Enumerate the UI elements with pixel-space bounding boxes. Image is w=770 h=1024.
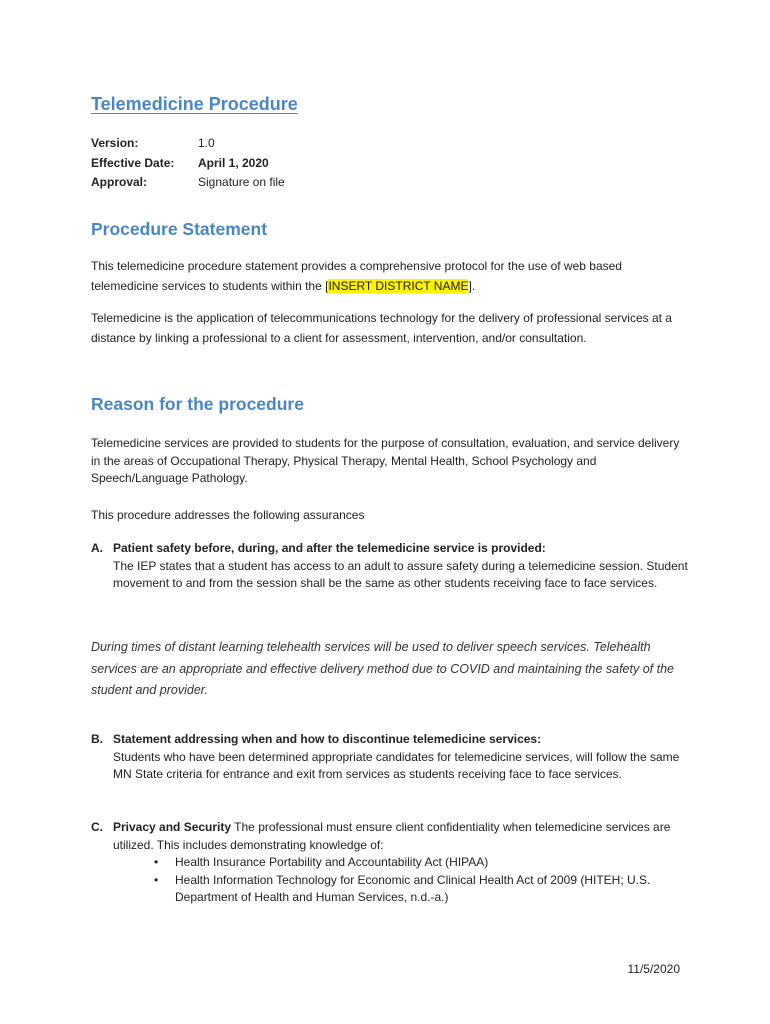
assurance-item-c	[91, 819, 691, 907]
item-marker: C.	[91, 820, 103, 834]
bullet-icon: •	[154, 855, 159, 869]
reason-heading: Reason for the procedure	[91, 394, 304, 414]
reason-paragraph-2: This procedure addresses the following assurances	[91, 508, 365, 522]
covid-telehealth-note: During times of distant learning telehealth services will be used to deliver speech services. Telehealth services are an appropriate and effective delivery method due to COVID and maintaining the safety of the student and provider.	[91, 640, 674, 697]
paragraph-text: ].	[468, 279, 476, 293]
assurance-item-a	[91, 540, 691, 593]
district-name-placeholder: INSERT DISTRICT NAME	[328, 279, 469, 293]
meta-key: Version:	[91, 136, 139, 150]
item-body: The professional must ensure client confidentiality when telemedicine services are utilized. This includes demonstrating knowledge of:	[113, 820, 671, 852]
meta-effective-date	[91, 154, 285, 174]
meta-key: Approval:	[91, 175, 148, 189]
list-item	[113, 872, 691, 907]
meta-value: April 1, 2020	[198, 155, 269, 170]
document-title: Telemedicine Procedure	[91, 94, 298, 114]
list-item-text: Health Information Technology for Economic and Clinical Health Act of 2009 (HITEH; U.S. Department of Health and Human Services, n.d.-a.)	[175, 872, 651, 904]
item-text	[113, 819, 691, 854]
item-body: Students who have been determined appropriate candidates for telemedicine services, will follow the same MN State criteria for entrance and exit from services as students receiving face to face services.	[113, 749, 680, 781]
list-item-text: Health Insurance Portability and Accountability Act (HIPAA)	[175, 855, 489, 869]
item-body: The IEP states that a student has access to an adult to assure safety during a telemedicine session. Student movement to and from the session shall be the same as other students receiving face to face services.	[113, 558, 688, 590]
list-item	[113, 854, 691, 872]
paragraph-text: This telemedicine procedure statement provides a comprehensive protocol for the use of web based telemedicine services to students within the [	[91, 259, 622, 293]
assurance-item-b	[91, 731, 691, 784]
bullet-icon: •	[154, 872, 159, 887]
procedure-statement-heading: Procedure Statement	[91, 219, 268, 239]
footer-date: 11/5/2020	[627, 962, 680, 976]
item-marker: B.	[91, 732, 103, 746]
procedure-statement-paragraph-1	[91, 256, 691, 296]
reason-paragraph-1: Telemedicine services are provided to students for the purpose of consultation, evaluation, and service delivery in the areas of Occupational Therapy, Physical Therapy, Mental Health, School Psychology and Speech/Language Pathology.	[91, 436, 680, 485]
meta-value: Signature on file	[198, 175, 285, 189]
item-title: Statement addressing when and how to discontinue telemedicine services:	[113, 732, 542, 746]
meta-value: 1.0	[198, 136, 215, 150]
meta-approval	[91, 173, 285, 193]
item-title: Privacy and Security	[113, 820, 232, 834]
procedure-statement-paragraph-2: Telemedicine is the application of telecommunications technology for the delivery of professional services at a distance by linking a professional to a client for assessment, intervention, and/or consultation.	[91, 311, 672, 345]
item-marker: A.	[91, 541, 103, 555]
meta-version	[91, 134, 285, 154]
knowledge-list	[113, 854, 691, 907]
item-title: Patient safety before, during, and after the telemedicine service is provided:	[113, 541, 546, 555]
document-meta	[91, 134, 285, 193]
meta-key: Effective Date:	[91, 155, 175, 170]
